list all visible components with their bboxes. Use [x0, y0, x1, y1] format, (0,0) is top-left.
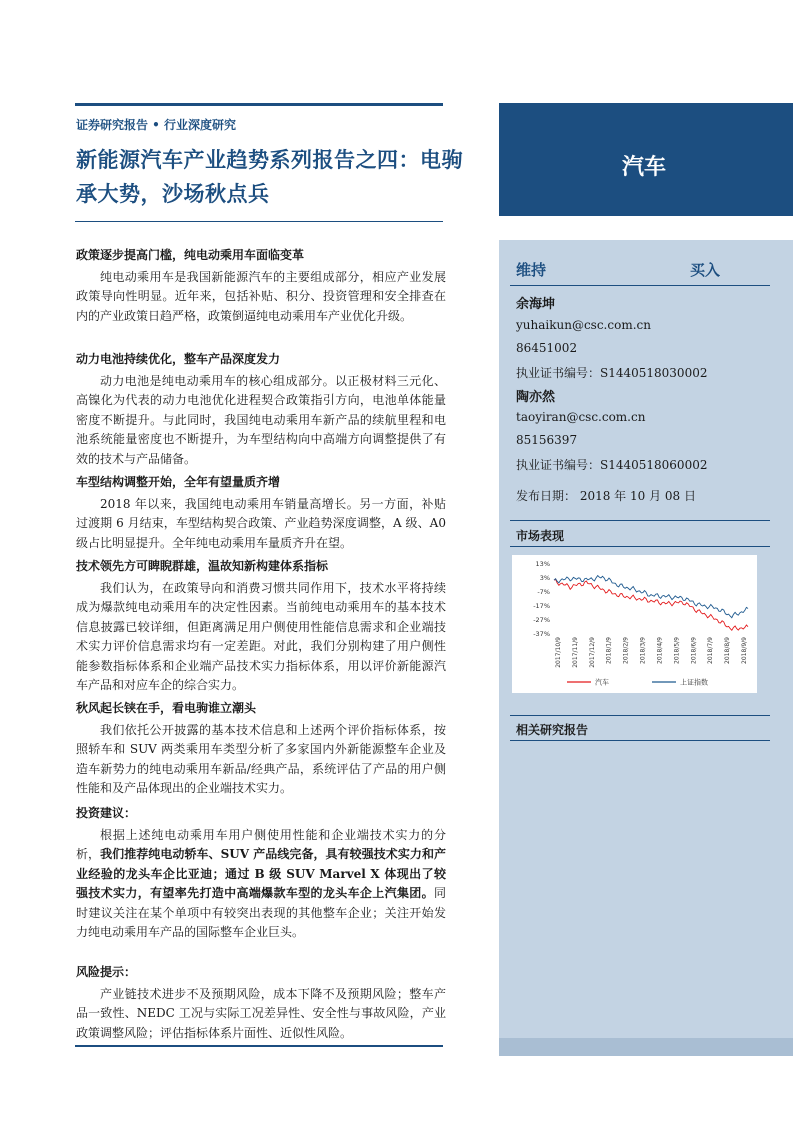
analyst-2-phone: 85156397: [516, 433, 578, 447]
section-risk: [76, 963, 446, 1043]
x-tick-label: 2017/11/9: [571, 637, 579, 668]
report-title: 新能源汽车产业趋势系列报告之四：电驹承大势，沙场秋点兵: [76, 148, 463, 206]
section-battery: [76, 350, 446, 469]
bottom-rule: [75, 1045, 443, 1047]
y-tick-label: -37%: [533, 630, 550, 638]
sector-label: 汽车: [622, 155, 667, 180]
section-paragraph: [76, 826, 446, 943]
analyst-2-email[interactable]: taoyiran@csc.com.cn: [516, 410, 646, 424]
section-heading: 秋风起长铗在手，看电驹谁立潮头: [76, 701, 257, 715]
section-heading: 风险提示：: [76, 965, 137, 979]
section-paragraph: 纯电动乘用车是我国新能源汽车的主要组成部分，相应产业发展政策导向性明显。近年来，包括补贴、积分、投资管理和安全排查在内的产业政策日趋严格，政策倒逼纯电动乘用车产业优化升级。: [76, 269, 446, 323]
x-tick-label: 2017/10/9: [555, 637, 562, 668]
section-heading: 政策逐步提高门槛，纯电动乘用车面临变革: [76, 248, 305, 262]
x-tick-label: 2018/3/9: [639, 637, 647, 664]
x-tick-label: 2018/6/9: [690, 637, 698, 664]
title-rule: [75, 221, 443, 222]
rating-current: 买入: [690, 261, 721, 279]
market-rule-top: [510, 520, 770, 521]
x-tick-label: 2018/4/9: [656, 637, 664, 664]
analyst-1-email[interactable]: yuhaikun@csc.com.cn: [516, 318, 651, 332]
section-heading: 投资建议：: [76, 806, 137, 820]
x-tick-label: 2018/1/9: [605, 637, 613, 664]
publish-date: 发布日期： 2018 年 10 月 08 日: [516, 489, 696, 503]
section-heading: 车型结构调整开始，全年有望量质齐增: [76, 475, 281, 489]
legend-label: 汽车: [595, 678, 609, 687]
section-paragraph: 2018 年以来，我国纯电动乘用车销量高增长。另一方面，补贴过渡期 6 月结束，车型结构契合政策、产业趋势深度调整，A 级、A0 级占比明显提升。全年纯电动乘用车量质齐升在望。: [76, 496, 446, 550]
investment-text-2: 同时建议关注在某个单项中有较突出表现的其他整车企业；关注开始发力纯电动乘用车产品的国际整车企业巨头。: [76, 886, 446, 939]
y-tick-label: 13%: [535, 560, 550, 568]
section-evaluation: [76, 699, 446, 799]
section-paragraph: 我们依托公开披露的基本技术信息和上述两个评价指标体系，按照轿车和 SUV 两类乘用车类型分析了多家国内外新能源整车企业及造车新势力的纯电动乘用车新品/经典产品，系统评估了产品的用户侧性能和及产品体现出的企业端技术实力。: [76, 722, 446, 795]
section-paragraph: 动力电池是纯电动乘用车的核心组成部分。以正极材料三元化、高镍化为代表的动力电池优化进程契合政策指引方向，电池单体能量密度不断提升。与此同时，我国纯电动乘用车新产品的续航里程和电池系统能量密度也不断提升，为车型结构向中高端方向调整提供了有效的技术与产品储备。: [76, 373, 446, 466]
analyst-2-name: 陶亦然: [516, 390, 556, 405]
investment-text-1: 根据上述纯电动乘用车用户侧使用性能和企业端技术实力的分析，: [76, 827, 446, 861]
sidebar-footer-band: [499, 1038, 793, 1056]
section-paragraph: 产业链技术进步不及预期风险，成本下降不及预期风险；整车产品一致性、NEDC 工况与实际工况差异性、安全性与事故风险，产业政策调整风险；评估指标体系片面性、近似性风险。: [76, 986, 446, 1040]
header-top-rule: [75, 103, 443, 106]
section-investment: [76, 804, 446, 943]
rating-previous: 维持: [516, 261, 547, 279]
rating-rule: [510, 285, 770, 286]
related-rule-top: [510, 715, 770, 716]
market-rule-bottom: [510, 546, 770, 547]
x-tick-label: 2018/7/9: [707, 637, 715, 664]
related-title: 相关研究报告: [516, 723, 589, 737]
related-rule-bottom: [510, 740, 770, 741]
section-technology: [76, 557, 446, 696]
market-chart: [512, 555, 757, 693]
x-tick-label: 2018/8/9: [724, 637, 732, 664]
y-tick-label: -27%: [533, 616, 550, 624]
analyst-1-license: 执业证书编号：S1440518030002: [516, 366, 708, 380]
y-tick-label: -17%: [533, 602, 550, 610]
x-tick-label: 2018/9/9: [741, 637, 748, 664]
section-paragraph: 我们认为，在政策导向和消费习惯共同作用下，技术水平将持续成为爆款纯电动乘用车的决定性因素。当前纯电动乘用车的基本技术信息披露已较详细，但距离满足用户侧使用性能信息需求和企业端技术实力评价信息需求均有一定差距。对此，我们分别构建了用户侧性能参数指标体系和企业端产品技术实力指标体系，用以评价新能源汽车产品和对应车企的综合实力。: [76, 580, 446, 692]
section-structure: [76, 473, 446, 553]
investment-recommendation: 我们推荐纯电动轿车、SUV 产品线完备，具有较强技术实力和产业经验的龙头车企比亚迪；通过 B 级 SUV Marvel X 体现出了较强技术实力，有望率先打造中高端爆款车型的龙头车企上汽集团。: [76, 847, 446, 900]
section-heading: 技术领先方可睥睨群雄，温故知新构建体系指标: [76, 559, 329, 573]
x-tick-label: 2018/5/9: [673, 637, 681, 664]
y-tick-label: -7%: [537, 588, 550, 596]
x-tick-label: 2018/2/9: [622, 637, 630, 664]
y-tick-label: 3%: [539, 574, 550, 582]
analyst-2-license: 执业证书编号：S1440518060002: [516, 458, 708, 472]
x-tick-label: 2017/12/9: [588, 637, 596, 668]
legend-label: 上证指数: [680, 678, 708, 687]
report-series: 证券研究报告 • 行业深度研究: [76, 118, 237, 132]
analyst-1-name: 余海坤: [516, 297, 556, 312]
section-heading: 动力电池持续优化，整车产品深度发力: [76, 352, 281, 366]
section-policy: [76, 246, 446, 326]
market-title: 市场表现: [516, 529, 565, 543]
analyst-1-phone: 86451002: [516, 341, 578, 355]
